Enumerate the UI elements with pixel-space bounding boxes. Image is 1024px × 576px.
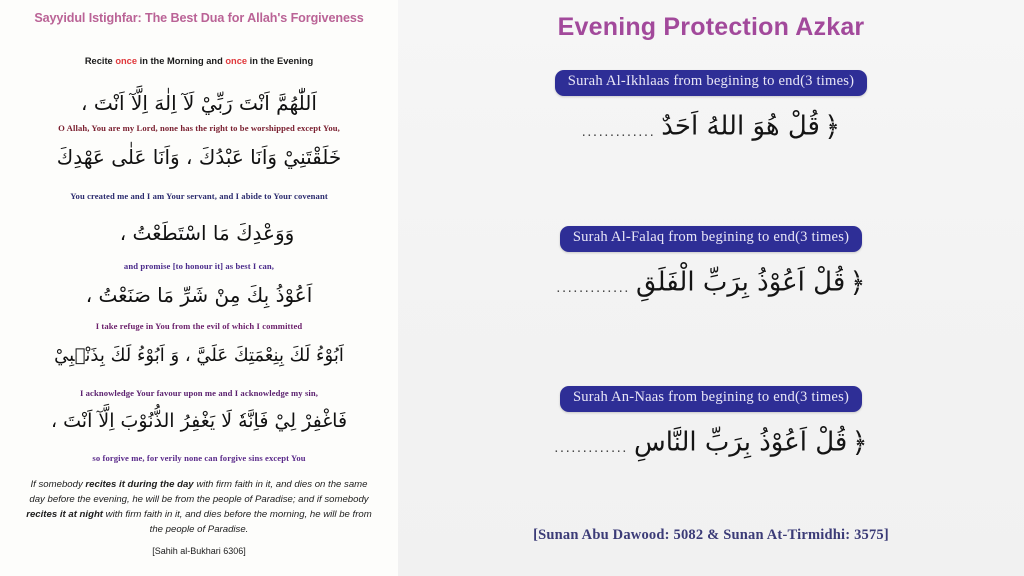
arabic-line-2: خَلَقْتَنِيْ وَاَنَا عَبْدُكَ ، وَاَنَا عَلٰى عَهْدِكَ <box>56 145 342 169</box>
badge-wrap-2 <box>398 226 1024 252</box>
arabic-line-4: اَعُوْذُ بِكَ مِنْ شَرِّ مَا صَنَعْتُ ، <box>85 283 313 307</box>
ornament-bracket-icon-3: ﴿ <box>851 425 868 459</box>
dotted-leader-3: ............. <box>554 439 628 457</box>
verse-arabic-an-naas: قُلْ اَعُوْذُ بِرَبِّ النَّاسِ <box>633 427 848 458</box>
hadith-part-c: with firm faith in it, and dies on the same day before the evening, he will be from the people of Paradise; and if somebody <box>29 479 369 505</box>
translation-line-3: and promise [to honour it] as best I can, <box>123 261 275 271</box>
hadith-bold-night: recites it at night <box>26 508 103 520</box>
right-panel-evening-azkar <box>398 0 1024 576</box>
hadith-part-a: If somebody <box>30 479 86 490</box>
arabic-line-6: فَاغْفِرْ لِيْ فَاِنَّهٗ لَا يَغْفِرُ الذُّنُوْبَ اِلَّآ اَنْتَ ، <box>50 410 348 432</box>
recite-highlight-2: once <box>225 56 248 66</box>
azkar-item-an-naas <box>398 386 1024 459</box>
translation-line-2: You created me and I am Your servant, and I abide to Your covenant <box>70 191 328 201</box>
recite-highlight-1: once <box>115 56 138 66</box>
arabic-line-1: اَللّٰهُمَّ اَنْتَ رَبِّيْ لَآ اِلٰهَ اِلَّآ اَنْتَ ، <box>81 91 317 115</box>
left-hadith-reference: [Sahih al-Bukhari 6306] <box>152 546 246 556</box>
azkar-item-al-falaq <box>398 226 1024 299</box>
hadith-explanation-note <box>22 478 376 537</box>
left-panel-sayyidul-istighfar <box>0 0 398 576</box>
verse-arabic-al-falaq: قُلْ اَعُوْذُ بِرَبِّ الْفَلَقِ <box>635 267 846 298</box>
verse-row-al-falaq <box>398 266 1024 299</box>
verse-arabic-al-ikhlaas: قُلْ هُوَ اللهُ اَحَدٌ <box>661 111 820 142</box>
badge-al-ikhlaas[interactable]: Surah Al-Ikhlaas from begining to end(3 times) <box>555 70 867 96</box>
arabic-line-3: وَوَعْدِكَ مَا اسْتَطَعْتُ ، <box>119 221 295 245</box>
arabic-line-5: اَبُوْءُ لَكَ بِنِعْمَتِكَ عَلَيَّ ، وَ اَبُوْءُ لَكَ بِذَنْۢبِيْ <box>54 345 344 366</box>
badge-an-naas[interactable]: Surah An-Naas from begining to end(3 times) <box>560 386 862 412</box>
hadith-part-d: with firm faith in it, and dies before the morning, he will be from the people of Paradise. <box>103 508 372 535</box>
verse-row-an-naas <box>398 426 1024 459</box>
recite-text-part-1: Recite <box>84 56 116 66</box>
azkar-item-al-ikhlaas <box>398 70 1024 143</box>
recite-text-part-3: in the Evening <box>247 56 314 66</box>
badge-wrap-1 <box>398 70 1024 96</box>
recite-text-part-2: in the Morning and <box>137 56 226 66</box>
recite-instruction <box>0 56 398 66</box>
dotted-leader-1: ............. <box>581 123 656 141</box>
translation-line-4: I take refuge in You from the evil of which I committed <box>95 321 303 331</box>
ornament-bracket-icon-2: ﴿ <box>849 265 866 299</box>
translation-line-6: so forgive me, for verily none can forgive sins except You <box>92 453 306 463</box>
dotted-leader-2: ............. <box>556 279 630 297</box>
ornament-bracket-icon-1: ﴿ <box>823 109 841 143</box>
translation-line-1: O Allah, You are my Lord, none has the right to be worshipped except You, <box>58 123 340 133</box>
right-hadith-reference: [Sunan Abu Dawood: 5082 & Sunan At-Tirmidhi: 3575] <box>533 527 889 543</box>
right-page-title: Evening Protection Azkar <box>557 13 865 41</box>
badge-al-falaq[interactable]: Surah Al-Falaq from begining to end(3 times) <box>560 226 862 252</box>
verse-row-al-ikhlaas <box>398 110 1024 143</box>
hadith-bold-day: recites it during the day <box>85 479 194 490</box>
badge-wrap-3 <box>398 386 1024 412</box>
translation-line-5: I acknowledge Your favour upon me and I acknowledge my sin, <box>79 388 319 398</box>
left-page-title: Sayyidul Istighfar: The Best Dua for Allah's Forgiveness <box>34 11 364 25</box>
